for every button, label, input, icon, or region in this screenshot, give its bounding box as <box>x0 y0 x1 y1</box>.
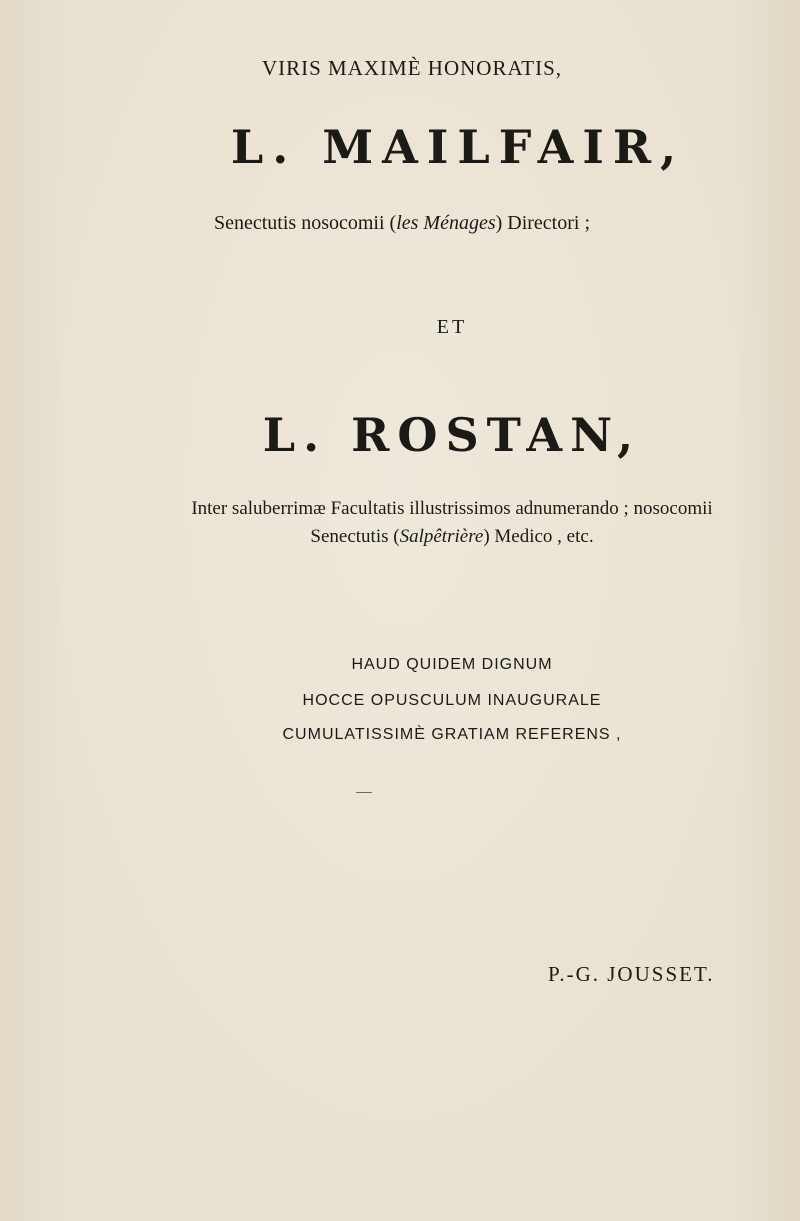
role-institution-italic: les Ménages <box>396 212 496 234</box>
dedication-heading: VIRIS MAXIMÈ HONORATIS, <box>261 56 563 80</box>
dedicatee-role-mailfair <box>2 212 800 235</box>
conjunction-et: ET <box>436 316 468 338</box>
separator-rule <box>356 792 372 793</box>
closing-line-1: HAUD QUIDEM DIGNUM <box>351 656 553 673</box>
role-text: Senectutis ( <box>310 526 400 547</box>
author-signature: P.-G. JOUSSET. <box>548 962 715 986</box>
dedicatee-name-mailfair: L. MAILFAIR, <box>230 120 686 174</box>
role-text: ) Directori ; <box>495 212 591 234</box>
closing-line-3: CUMULATISSIMÈ GRATIAM REFERENS , <box>282 726 622 743</box>
dedicatee-name-rostan: L. ROSTAN, <box>262 408 642 462</box>
role-institution-italic: Salpêtrière <box>399 526 484 547</box>
dedicatee-role-rostan-line1: Inter saluberrimæ Facultatis illustrissimos adnumerando ; nosocomii <box>191 498 713 519</box>
closing-line-2: HOCCE OPUSCULUM INAUGURALE <box>302 692 602 709</box>
role-text: ) Medico , etc. <box>483 526 594 547</box>
role-text: Senectutis nosocomii ( <box>213 212 397 234</box>
dedicatee-role-rostan-line2 <box>52 526 800 548</box>
